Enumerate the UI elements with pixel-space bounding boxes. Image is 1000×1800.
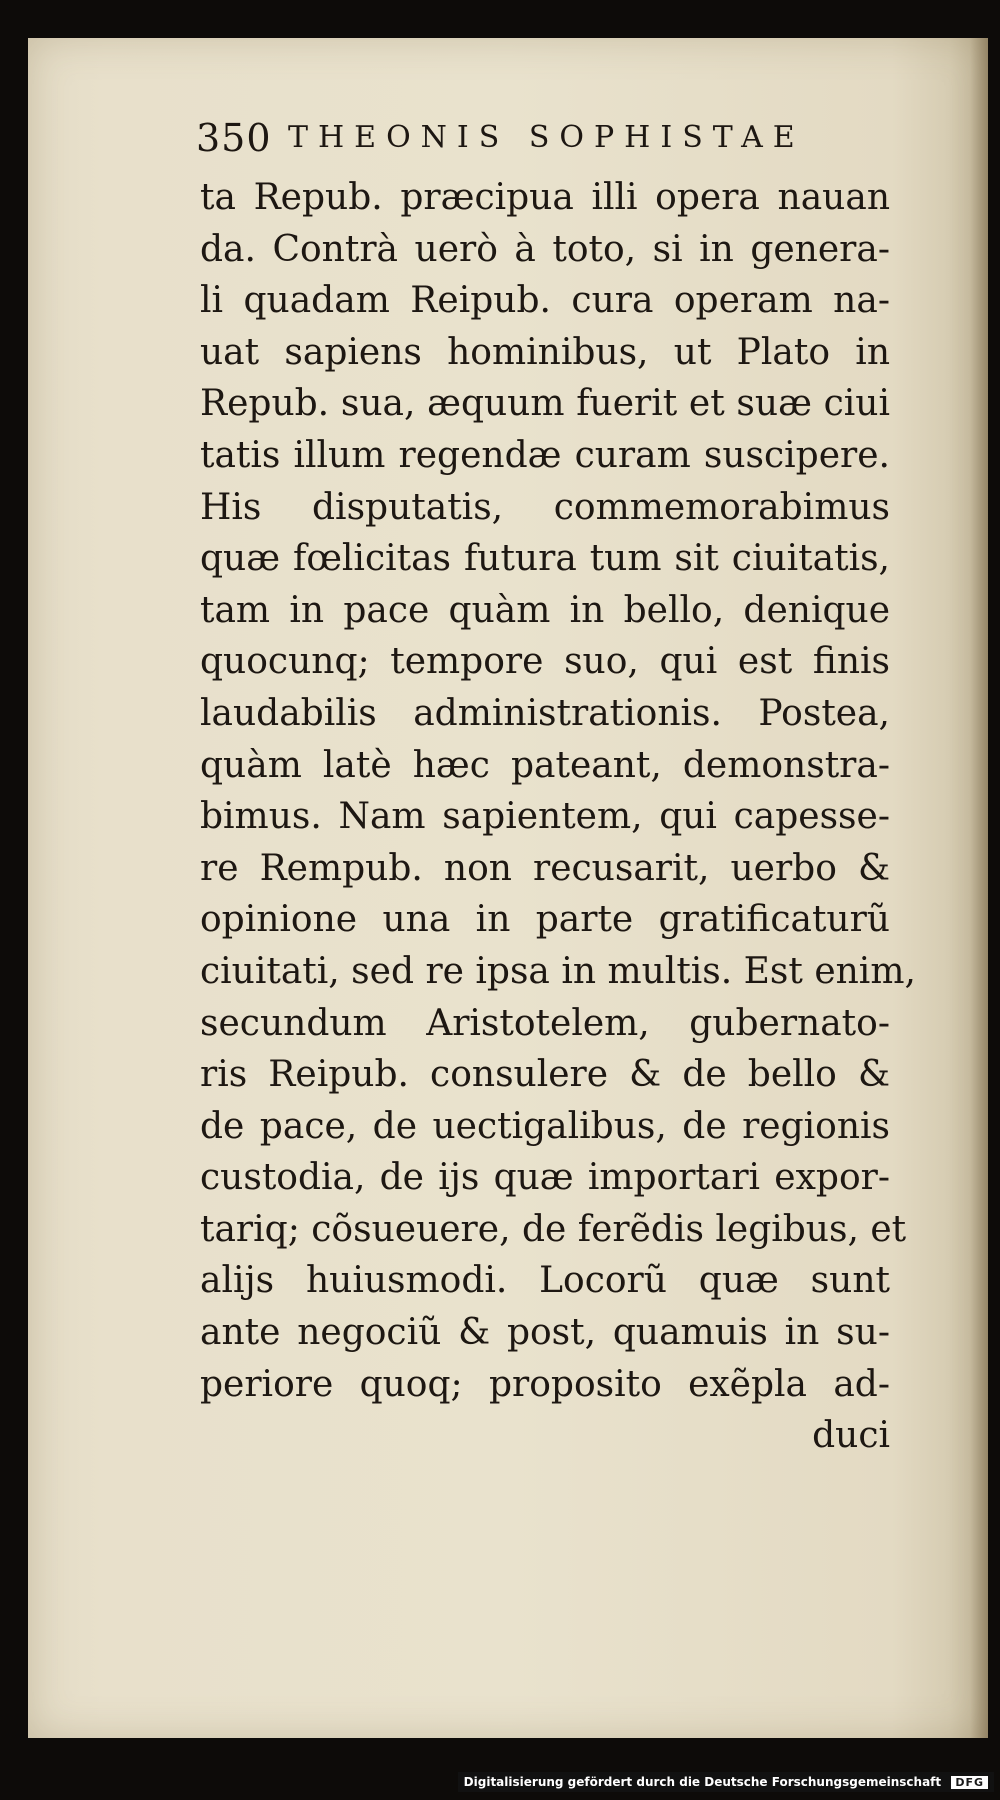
text-line: ta Repub. præcipua illi opera nauan (200, 177, 890, 218)
credit-text: Digitalisierung gefördert durch die Deutsche Forschungsgemeinschaft (463, 1775, 942, 1789)
running-title: THEONIS SOPHISTAE (288, 120, 805, 155)
text-line: re Rempub. non recusarit, uerbo & (200, 847, 890, 889)
text-line: opinione una in parte gratificaturũ (200, 899, 890, 941)
text-line: laudabilis administrationis. Postea, (200, 692, 890, 734)
body-text (200, 172, 916, 1462)
page-edge-shadow (970, 38, 988, 1738)
dfg-logo: DFG (951, 1776, 988, 1789)
text-line: duci (812, 1415, 890, 1457)
text-line: tatis illum regendæ curam suscipere. (200, 434, 890, 476)
text-line: tam in pace quàm in bello, denique (200, 589, 890, 631)
text-line: Repub. sua, æquum fuerit et suæ ciui (200, 383, 890, 425)
page-header (196, 108, 866, 168)
text-line: custodia, de ijs quæ importari expor- (200, 1157, 890, 1199)
text-line: bimus. Nam sapientem, qui capesse- (200, 796, 890, 838)
text-line: de pace, de uectigalibus, de regionis (200, 1105, 890, 1147)
text-line: ante negociũ & post, quamuis in su- (200, 1312, 890, 1354)
text-line: ris Reipub. consulere & de bello & (200, 1054, 890, 1096)
text-line: His disputatis, commemorabimus (200, 486, 890, 528)
text-line: ciuitati, sed re ipsa in multis. Est enim, (200, 950, 916, 992)
page-number: 350 (196, 116, 272, 160)
text-line: quocunq; tempore suo, qui est finis (200, 641, 890, 683)
text-line: periore quoq; proposito exẽpla ad- (200, 1363, 890, 1405)
text-line: secundum Aristotelem, gubernato- (200, 1002, 890, 1044)
digitization-credit (458, 1772, 994, 1792)
text-line: li quadam Reipub. cura operam na- (200, 280, 890, 322)
text-line: quæ fœlicitas futura tum sit ciuitatis, (200, 538, 890, 580)
text-line: alijs huiusmodi. Locorũ quæ sunt (200, 1260, 890, 1302)
text-line: quàm latè hæc pateant, demonstra- (200, 744, 890, 786)
text-line: uat sapiens hominibus, ut Plato in (200, 331, 890, 373)
text-line: da. Contrà uerò à toto, si in genera- (200, 228, 890, 270)
text-line: tariq; cõsueuere, de ferẽdis legibus, et (200, 1208, 907, 1250)
